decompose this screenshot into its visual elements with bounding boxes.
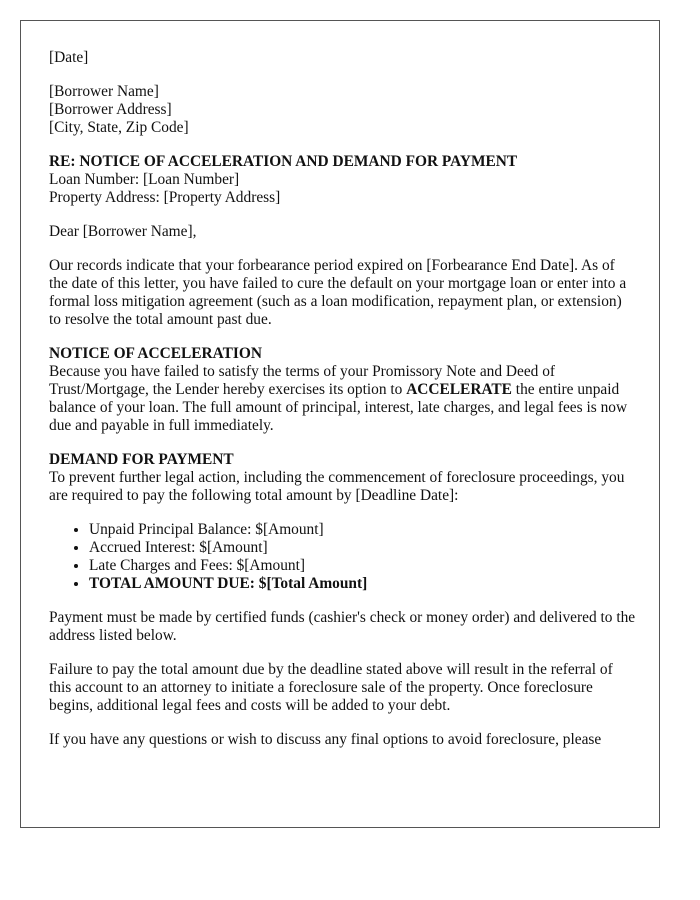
recipient-address: [Borrower Address] bbox=[49, 101, 172, 118]
list-item-principal: • Unpaid Principal Balance: $[Amount] bbox=[89, 521, 637, 539]
failure-paragraph: Failure to pay the total amount due by the deadline stated above will result in the referral of this account to an attorney to initiate a foreclosure sale of the property. Once foreclosure begins, additional legal fees and costs will be added to your debt. bbox=[49, 661, 613, 714]
list-item-interest: • Accrued Interest: $[Amount] bbox=[89, 539, 637, 557]
demand-intro: To prevent further legal action, including the commencement of foreclosure proceedings, you are required to pay the following total amount by [Deadline Date]: bbox=[49, 469, 625, 504]
acceleration-heading: NOTICE OF ACCELERATION bbox=[49, 345, 262, 362]
payment-paragraph: Payment must be made by certified funds (cashier's check or money order) and delivered to the address listed below. bbox=[49, 609, 636, 644]
acceleration-paragraph bbox=[49, 363, 637, 435]
recipient-name: [Borrower Name] bbox=[49, 83, 159, 100]
intro-paragraph: Our records indicate that your forbearance period expired on [Forbearance End Date]. As of the date of this letter, you have failed to cure the default on your mortgage loan or enter into a formal loss mitigation agreement (such as a loan modification, repayment plan, or extension) to resolve the total amount past due. bbox=[49, 257, 627, 328]
demand-heading: DEMAND FOR PAYMENT bbox=[49, 451, 234, 468]
re-line: RE: NOTICE OF ACCELERATION AND DEMAND FOR PAYMENT bbox=[49, 153, 518, 170]
list-item-total: • TOTAL AMOUNT DUE: $[Total Amount] bbox=[89, 575, 637, 593]
acceleration-text-after: the entire unpaid balance of your loan. The full amount of principal, interest, late charges, and legal fees is now due and payable in full immediately. bbox=[49, 381, 628, 434]
list-item-late-charges: • Late Charges and Fees: $[Amount] bbox=[89, 557, 637, 575]
letter-body bbox=[49, 49, 637, 765]
loan-info-block bbox=[49, 171, 637, 207]
loan-number-line: Loan Number: [Loan Number] bbox=[49, 171, 240, 188]
accelerate-emphasis: ACCELERATE bbox=[406, 381, 512, 398]
amounts-list bbox=[49, 521, 637, 593]
recipient-block bbox=[49, 83, 637, 137]
letter-page bbox=[20, 20, 660, 828]
property-address-line: Property Address: [Property Address] bbox=[49, 189, 281, 206]
acceleration-text-before: Because you have failed to satisfy the terms of your Promissory Note and Deed of Trust/Mortgage, the Lender hereby exercises its option to bbox=[49, 363, 556, 398]
salutation: Dear [Borrower Name], bbox=[49, 223, 197, 240]
closing-paragraph: If you have any questions or wish to discuss any final options to avoid foreclosure, please bbox=[49, 731, 602, 748]
recipient-city-state-zip: [City, State, Zip Code] bbox=[49, 119, 189, 136]
letter-date: [Date] bbox=[49, 49, 89, 66]
